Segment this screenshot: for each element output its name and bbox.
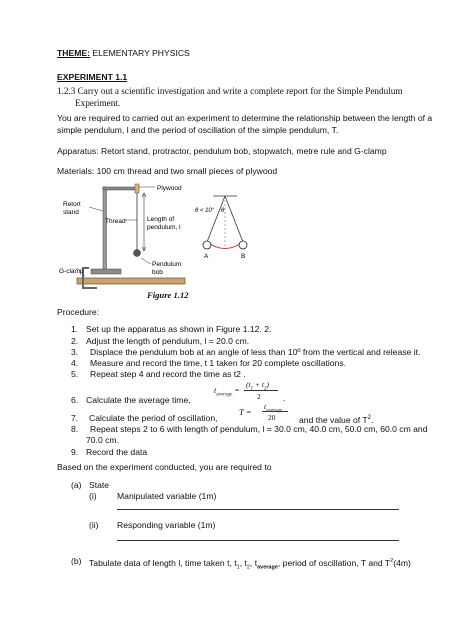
label-bob2: bob (152, 269, 163, 276)
formula-T-num-sub: average (266, 408, 283, 414)
q-b-part5: (4m) (393, 557, 411, 568)
step-8-text: Repeat steps 2 to 6 with length of pendulum, l = 30.0 cm, 40.0 cm, 50.0 cm, 60.0 cm and (90, 424, 428, 434)
q-b-part3: , t (249, 557, 258, 568)
formula-average (214, 385, 240, 401)
formula-T-num: t (264, 402, 267, 411)
task-text: Carry out a scientific investigation and write a complete report for the Simple Pendulum (77, 86, 403, 96)
q-i-text: Manipulated variable (1m) (117, 491, 217, 501)
step-9-text: Record the data (86, 447, 148, 457)
num-sub2: 2 (264, 386, 267, 392)
step-8-cont: 70.0 cm. (86, 435, 119, 445)
label-length2: pendulum, l (147, 224, 181, 231)
retort-pole (103, 187, 107, 271)
answer-line-i[interactable] (117, 509, 399, 510)
step-1 (71, 324, 78, 335)
q-i-label: (i) (89, 491, 97, 501)
step-2 (71, 336, 78, 347)
formula-sub: average (216, 392, 233, 398)
step-7-tail-text: and the value of T (299, 414, 368, 425)
label-b: B (241, 253, 246, 260)
step-1-text: Set up the apparatus as shown in Figure 1.12. 2. (86, 324, 272, 334)
q-b-part4: , period of oscillation, T and T (277, 557, 391, 568)
step-num: 2. (71, 336, 79, 346)
formula-T-denominator: 20 (268, 413, 276, 422)
step-num: 7. (71, 413, 79, 423)
label-plywood: Plywood (157, 185, 182, 192)
step-3 (71, 347, 78, 358)
step-6 (71, 395, 78, 406)
step-7 (71, 413, 78, 424)
q-b-sub2: 2 (246, 564, 250, 571)
q-b-part2: , t (239, 557, 247, 568)
step-num: 6. (71, 395, 79, 405)
answer-line-ii[interactable] (117, 540, 399, 541)
num-plus: + t (253, 380, 264, 389)
step-num: 1. (71, 324, 79, 334)
label-a: A (204, 253, 209, 260)
intro-line2: simple pendulum, l and the period of oscillation of the simple pendulum, T. (57, 125, 339, 135)
step-7-end: . (371, 414, 374, 425)
label-gclamp: G-clamp (59, 268, 84, 275)
num-open: (t (246, 380, 251, 389)
retort-leader (89, 207, 103, 211)
step-4-text: Measure and record the time, t 1 taken for 20 complete oscillations. (90, 358, 347, 368)
label-stand: stand (63, 209, 79, 216)
procedure-heading: Procedure: (57, 307, 100, 317)
theme-line (57, 48, 190, 59)
q-b-sub3: average (257, 564, 278, 571)
questions-intro: Based on the experiment conducted, you are required to (57, 462, 272, 472)
step-8 (71, 424, 78, 435)
step-num: 4. (71, 358, 79, 368)
task-line1 (57, 86, 402, 97)
q-a-text: State (89, 480, 110, 490)
intro-line1: You are required to carried out an experiment to determine the relationship between the length of a (57, 113, 433, 123)
label-thread: Thread (105, 218, 126, 225)
task-line2: Experiment. (75, 98, 121, 108)
step-7-sup: 2 (367, 415, 371, 421)
step-2-text: Adjust the length of pendulum, l = 20.0 cm. (86, 336, 250, 346)
bob-b (239, 241, 247, 249)
formula-T-symbol: T (239, 407, 244, 417)
formula-avg-end: . (283, 393, 286, 403)
label-theta: θ (221, 208, 225, 214)
q-b-part1: Tabulate data of length l, time taken t, t (89, 557, 237, 568)
label-bob1: Pendulum (152, 261, 182, 268)
bob-a (203, 241, 211, 249)
step-num: 8. (71, 424, 79, 434)
formula-T (239, 407, 252, 418)
retort-base (91, 269, 121, 274)
figure-caption: Figure 1.12 (147, 290, 189, 300)
q-b-label: (b) (71, 556, 82, 566)
q-b-sub1: 1 (236, 564, 240, 571)
swing-left (207, 196, 225, 242)
theme-value: ELEMENTARY PHYSICS (92, 48, 190, 58)
q-a-label: (a) (71, 480, 82, 490)
swing-right (225, 196, 243, 242)
step-5-text: Repeat step 4 and record the time as t2 . (90, 369, 246, 379)
label-retort: Retort (63, 201, 81, 208)
step-num: 9. (71, 447, 79, 457)
step-3-text: Displace the pendulum bob at an angle of less than 10º from the vertical and release it. (90, 347, 421, 357)
retort-arm (103, 187, 139, 190)
label-angle: θ < 10° (195, 208, 215, 214)
step-9 (71, 447, 78, 458)
task-number: 1.2.3 (57, 86, 76, 96)
q-ii-text: Responding variable (1m) (117, 520, 216, 530)
label-length1: Length of (147, 216, 175, 223)
q-b-sup: 2 (390, 558, 394, 564)
step-num: 5. (71, 369, 79, 379)
q-b-text (89, 556, 411, 574)
step-4 (71, 358, 78, 369)
step-7-text: Calculate the period of oscillation, (89, 413, 218, 423)
plywood (135, 184, 139, 193)
bob-leader (141, 258, 151, 264)
materials-line: Materials: 100 cm thread and two small pieces of plywood (57, 166, 278, 176)
num-close: ) (266, 380, 269, 389)
step-6-text: Calculate the average time, (86, 395, 191, 405)
experiment-title: EXPERIMENT 1.1 (57, 72, 128, 82)
num-sub1: 1 (250, 386, 254, 392)
formula-t: t (214, 386, 217, 395)
formula-eq: = (234, 386, 240, 395)
table-base (77, 278, 185, 284)
q-ii-label: (ii) (89, 520, 99, 530)
formula-avg-denominator: 2 (257, 392, 261, 401)
formula-T-eq: = (245, 407, 252, 417)
theme-label: THEME: (57, 48, 90, 58)
step-num: 3. (71, 347, 79, 357)
fraction-bar-avg (244, 390, 278, 391)
pendulum-figure (55, 178, 275, 296)
pendulum-bob (134, 250, 141, 257)
apparatus-line: Apparatus: Retort stand, protractor, pendulum bob, stopwatch, metre rule and G-clamp (57, 146, 387, 156)
step-5 (71, 369, 78, 380)
